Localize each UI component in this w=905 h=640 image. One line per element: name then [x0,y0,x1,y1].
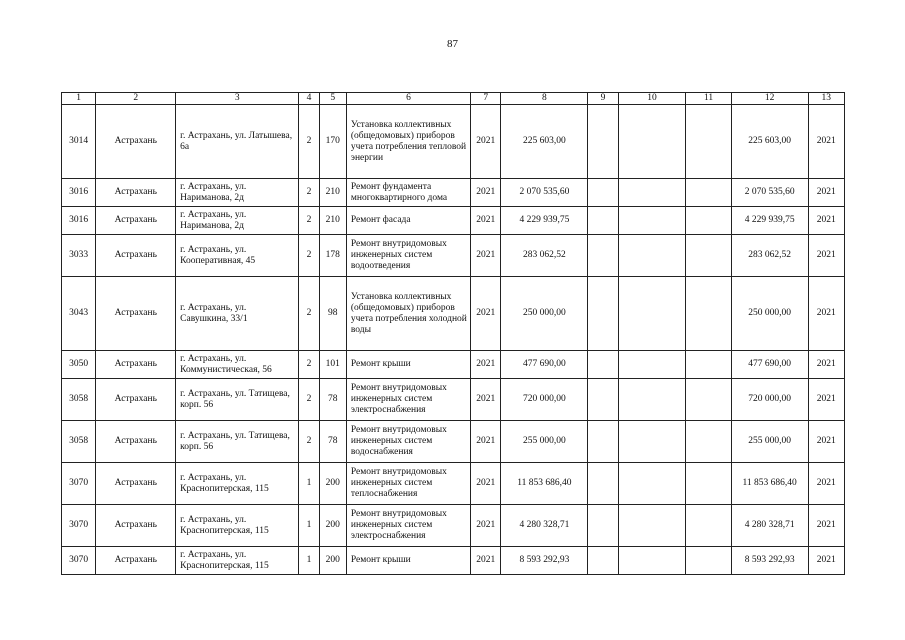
header-row [62,93,845,105]
year-cell: 2021 [471,463,501,505]
address-cell: г. Астрахань, ул. Татищева, корп. 56 [176,421,299,463]
address-cell: г. Астрахань, ул. Краснопитерская, 115 [176,547,299,575]
work-type-cell: Ремонт внутридомовых инженерных систем водоотведения [346,235,470,277]
work-type-cell: Ремонт крыши [346,547,470,575]
col9-cell [588,105,618,179]
completion-year-cell: 2021 [808,421,844,463]
col5-cell: 200 [319,463,346,505]
table-row [62,207,845,235]
col4-cell: 1 [299,505,319,547]
page-number: 87 [447,38,458,50]
total-cell: 255 000,00 [731,421,808,463]
col10-cell [618,235,686,277]
city-cell: Астрахань [96,235,176,277]
column-header-5: 5 [319,93,346,105]
col10-cell [618,179,686,207]
col5-cell: 178 [319,235,346,277]
column-header-3: 3 [176,93,299,105]
col5-cell: 210 [319,207,346,235]
col9-cell [588,547,618,575]
col10-cell [618,463,686,505]
work-type-cell: Ремонт фасада [346,207,470,235]
col11-cell [686,379,731,421]
row-id-cell: 3070 [62,463,96,505]
work-type-cell: Установка коллективных (общедомовых) приборов учета потребления холодной воды [346,277,470,351]
city-cell: Астрахань [96,379,176,421]
completion-year-cell: 2021 [808,379,844,421]
col4-cell: 1 [299,547,319,575]
col10-cell [618,277,686,351]
year-cell: 2021 [471,547,501,575]
col9-cell [588,379,618,421]
total-cell: 250 000,00 [731,277,808,351]
city-cell: Астрахань [96,547,176,575]
total-cell: 8 593 292,93 [731,547,808,575]
total-cell: 720 000,00 [731,379,808,421]
year-cell: 2021 [471,277,501,351]
col5-cell: 98 [319,277,346,351]
col4-cell: 2 [299,277,319,351]
work-type-cell: Ремонт внутридомовых инженерных систем электроснабжения [346,505,470,547]
column-header-2: 2 [96,93,176,105]
amount-cell: 11 853 686,40 [501,463,588,505]
row-id-cell: 3070 [62,505,96,547]
col11-cell [686,547,731,575]
col9-cell [588,207,618,235]
col9-cell [588,463,618,505]
col4-cell: 2 [299,421,319,463]
column-header-9: 9 [588,93,618,105]
col10-cell [618,207,686,235]
amount-cell: 250 000,00 [501,277,588,351]
work-type-cell: Ремонт внутридомовых инженерных систем теплоснабжения [346,463,470,505]
amount-cell: 283 062,52 [501,235,588,277]
col9-cell [588,505,618,547]
col11-cell [686,235,731,277]
col4-cell: 2 [299,351,319,379]
city-cell: Астрахань [96,351,176,379]
year-cell: 2021 [471,379,501,421]
col4-cell: 2 [299,207,319,235]
row-id-cell: 3016 [62,207,96,235]
completion-year-cell: 2021 [808,351,844,379]
column-header-13: 13 [808,93,844,105]
row-id-cell: 3070 [62,547,96,575]
col9-cell [588,277,618,351]
table-row [62,277,845,351]
row-id-cell: 3016 [62,179,96,207]
table-row [62,179,845,207]
col11-cell [686,179,731,207]
completion-year-cell: 2021 [808,105,844,179]
address-cell: г. Астрахань, ул. Кооперативная, 45 [176,235,299,277]
address-cell: г. Астрахань, ул. Латышева, 6а [176,105,299,179]
row-id-cell: 3058 [62,379,96,421]
total-cell: 283 062,52 [731,235,808,277]
col5-cell: 170 [319,105,346,179]
year-cell: 2021 [471,421,501,463]
amount-cell: 720 000,00 [501,379,588,421]
amount-cell: 4 280 328,71 [501,505,588,547]
year-cell: 2021 [471,207,501,235]
completion-year-cell: 2021 [808,277,844,351]
col5-cell: 210 [319,179,346,207]
col5-cell: 101 [319,351,346,379]
address-cell: г. Астрахань, ул. Татищева, корп. 56 [176,379,299,421]
work-type-cell: Установка коллективных (общедомовых) приборов учета потребления тепловой энергии [346,105,470,179]
col4-cell: 2 [299,105,319,179]
amount-cell: 477 690,00 [501,351,588,379]
row-id-cell: 3014 [62,105,96,179]
table-row [62,547,845,575]
completion-year-cell: 2021 [808,505,844,547]
col4-cell: 2 [299,179,319,207]
table-row [62,235,845,277]
work-type-cell: Ремонт крыши [346,351,470,379]
table-row [62,421,845,463]
city-cell: Астрахань [96,179,176,207]
column-header-7: 7 [471,93,501,105]
address-cell: г. Астрахань, ул. Коммунистическая, 56 [176,351,299,379]
table-row [62,351,845,379]
table-row [62,105,845,179]
col11-cell [686,421,731,463]
total-cell: 4 280 328,71 [731,505,808,547]
row-id-cell: 3033 [62,235,96,277]
column-header-10: 10 [618,93,686,105]
total-cell: 2 070 535,60 [731,179,808,207]
amount-cell: 4 229 939,75 [501,207,588,235]
col5-cell: 78 [319,421,346,463]
work-type-cell: Ремонт фундамента многоквартирного дома [346,179,470,207]
col11-cell [686,505,731,547]
col9-cell [588,351,618,379]
address-cell: г. Астрахань, ул. Нариманова, 2д [176,179,299,207]
address-cell: г. Астрахань, ул. Нариманова, 2д [176,207,299,235]
col5-cell: 200 [319,505,346,547]
col10-cell [618,379,686,421]
year-cell: 2021 [471,235,501,277]
year-cell: 2021 [471,351,501,379]
column-header-4: 4 [299,93,319,105]
city-cell: Астрахань [96,505,176,547]
col4-cell: 2 [299,235,319,277]
total-cell: 225 603,00 [731,105,808,179]
total-cell: 477 690,00 [731,351,808,379]
amount-cell: 2 070 535,60 [501,179,588,207]
col11-cell [686,463,731,505]
city-cell: Астрахань [96,463,176,505]
amount-cell: 255 000,00 [501,421,588,463]
address-cell: г. Астрахань, ул. Краснопитерская, 115 [176,463,299,505]
year-cell: 2021 [471,505,501,547]
year-cell: 2021 [471,179,501,207]
col4-cell: 2 [299,379,319,421]
table-row [62,505,845,547]
col11-cell [686,277,731,351]
register-table [61,92,845,575]
total-cell: 11 853 686,40 [731,463,808,505]
col11-cell [686,351,731,379]
completion-year-cell: 2021 [808,207,844,235]
year-cell: 2021 [471,105,501,179]
work-type-cell: Ремонт внутридомовых инженерных систем электроснабжения [346,379,470,421]
col11-cell [686,207,731,235]
col10-cell [618,351,686,379]
completion-year-cell: 2021 [808,463,844,505]
row-id-cell: 3058 [62,421,96,463]
city-cell: Астрахань [96,105,176,179]
row-id-cell: 3050 [62,351,96,379]
col9-cell [588,179,618,207]
column-header-8: 8 [501,93,588,105]
address-cell: г. Астрахань, ул. Краснопитерская, 115 [176,505,299,547]
completion-year-cell: 2021 [808,179,844,207]
address-cell: г. Астрахань, ул. Савушкина, 33/1 [176,277,299,351]
col9-cell [588,235,618,277]
col5-cell: 200 [319,547,346,575]
col11-cell [686,105,731,179]
row-id-cell: 3043 [62,277,96,351]
col5-cell: 78 [319,379,346,421]
table-body [62,105,845,575]
col10-cell [618,105,686,179]
amount-cell: 8 593 292,93 [501,547,588,575]
col10-cell [618,547,686,575]
table-row [62,379,845,421]
completion-year-cell: 2021 [808,547,844,575]
city-cell: Астрахань [96,207,176,235]
col10-cell [618,421,686,463]
completion-year-cell: 2021 [808,235,844,277]
work-type-cell: Ремонт внутридомовых инженерных систем водоснабжения [346,421,470,463]
column-header-12: 12 [731,93,808,105]
column-header-1: 1 [62,93,96,105]
column-header-6: 6 [346,93,470,105]
amount-cell: 225 603,00 [501,105,588,179]
col9-cell [588,421,618,463]
column-header-11: 11 [686,93,731,105]
total-cell: 4 229 939,75 [731,207,808,235]
city-cell: Астрахань [96,277,176,351]
city-cell: Астрахань [96,421,176,463]
col10-cell [618,505,686,547]
table-row [62,463,845,505]
col4-cell: 1 [299,463,319,505]
